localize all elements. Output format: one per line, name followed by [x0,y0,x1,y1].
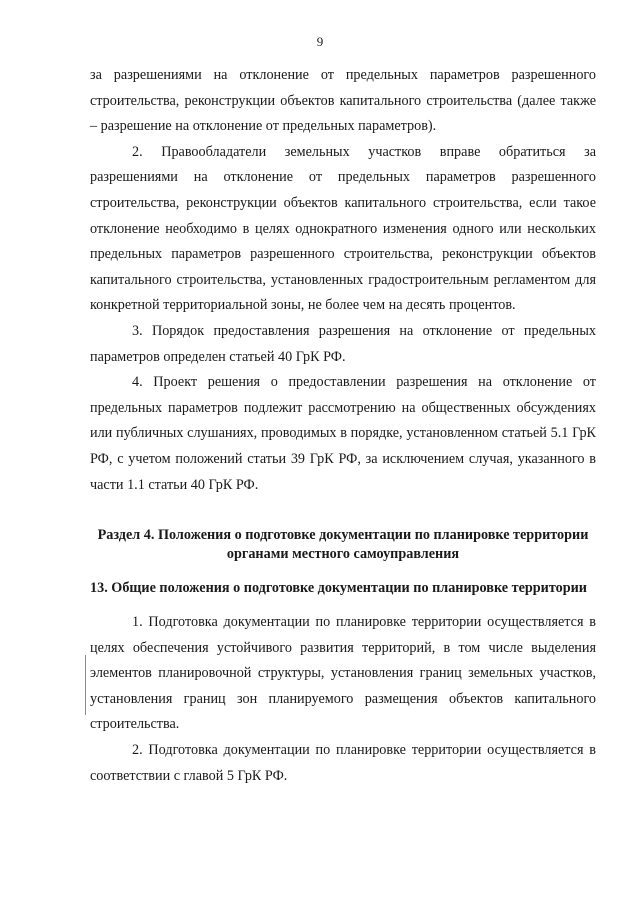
section-title: Раздел 4. Положения о подготовке документации по планировке территории органами местного самоуправления [97,527,589,563]
article-paragraph-2: 2. Подготовка документации по планировке территории осуществляется в соответствии с главой 5 ГрК РФ. [90,742,596,784]
document-body [90,63,596,789]
paragraph-3: 3. Порядок предоставления разрешения на отклонение от предельных параметров определен статьей 40 ГрК РФ. [90,322,596,365]
paragraph-continuation: за разрешениями на отклонение от предельных параметров разрешенного строительства, реконструкции объектов капитального строительства (далее также – разрешение на отклонение от предельных параметров). [90,67,596,135]
article-title: 13. Общие положения о подготовке документации по планировке территории [90,580,587,597]
article-paragraph-1: 1. Подготовка документации по планировке территории осуществляется в целях обеспечения устойчивого развития территорий, в том числе выделения элементов планировочной структуры, установления границ земельных участков, установления границ зон планируемого размещения объектов капитального строительства. [90,614,596,733]
paragraph-4: 4. Проект решения о предоставлении разрешения на отклонение от предельных параметров подлежит рассмотрению на общественных обсуждениях или публичных слушаниях, проводимых в порядке, установленном статьей 5.1 ГрК РФ, с учетом положений статьи 39 ГрК РФ, за исключением случая, указанного в части 1.1 статьи 40 ГрК РФ. [90,374,596,493]
scan-margin-line [85,655,86,715]
page-number: 9 [316,34,324,49]
paragraph-2: 2. Правообладатели земельных участков вправе обратиться за разрешениями на отклонение от предельных параметров разрешенного строительства, реконструкции объектов капитального строительства, если такое отклонение необходимо в целях однократного изменения одного или нескольких предельных параметров разрешенного строительства, реконструкции объектов капитального строительства, установленных градостроительным регламентом для конкретной территориальной зоны, не более чем на десять процентов. [90,143,596,314]
